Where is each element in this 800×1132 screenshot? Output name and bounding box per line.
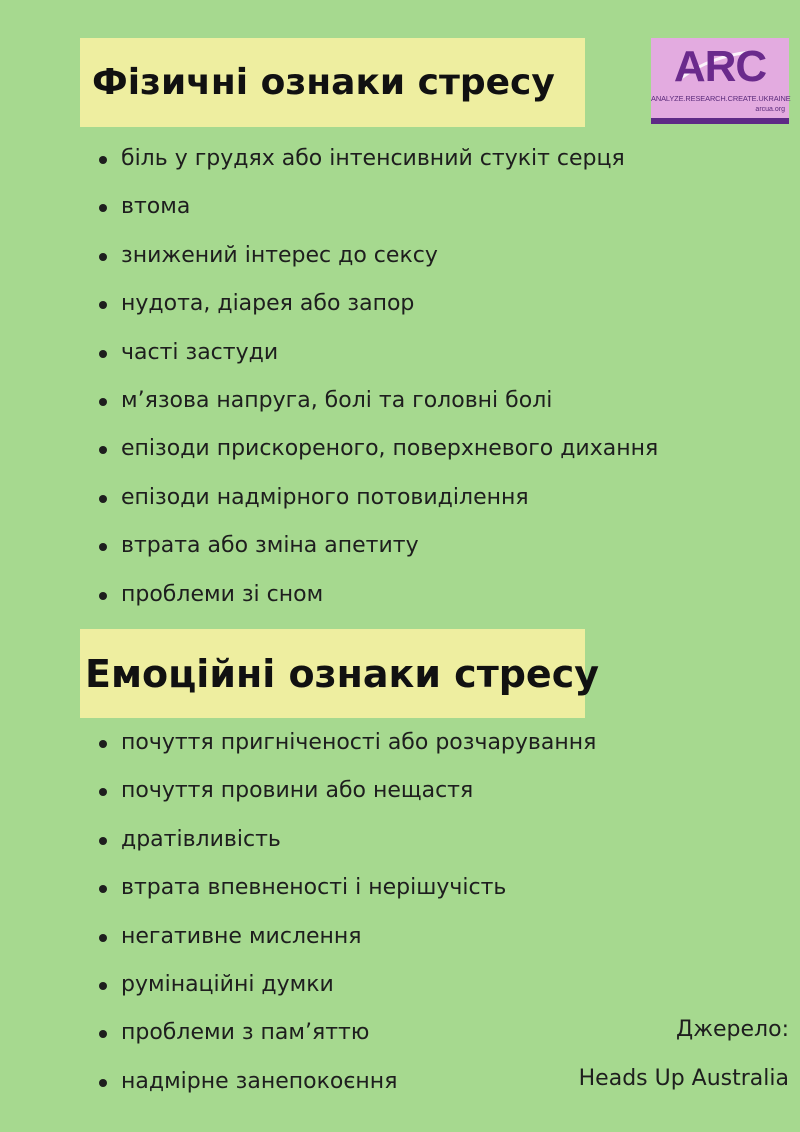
emotional-signs-list [96, 729, 596, 1116]
list-item: втома [96, 193, 658, 241]
list-item: румінаційні думки [96, 971, 596, 1019]
physical-signs-title: Фізичні ознаки стресу [92, 62, 555, 103]
logo-text: ARC [673, 42, 767, 91]
logo-bar [651, 118, 789, 124]
list-item: біль у грудях або інтенсивний стукіт серця [96, 145, 658, 193]
list-item: дратівливість [96, 826, 596, 874]
source-name: Heads Up Australia [578, 1066, 789, 1091]
emotional-signs-title: Емоційні ознаки стресу [85, 651, 600, 696]
list-item: втрата або зміна апетиту [96, 532, 658, 580]
physical-signs-list [96, 145, 658, 629]
arc-logo [651, 38, 789, 118]
logo-tagline: ANALYZE.RESEARCH.CREATE.UKRAINE [651, 94, 791, 103]
list-item: проблеми з пам’яттю [96, 1019, 596, 1067]
list-item: епізоди прискореного, поверхневого дихання [96, 435, 658, 483]
physical-signs-heading-box [80, 38, 585, 127]
logo-url: arcua.org [755, 106, 785, 113]
list-item: знижений інтерес до сексу [96, 242, 658, 290]
source-label: Джерело: [676, 1017, 789, 1042]
list-item: негативне мислення [96, 923, 596, 971]
list-item: надмірне занепокоєння [96, 1068, 596, 1116]
list-item: епізоди надмірного потовиділення [96, 484, 658, 532]
list-item: почуття пригніченості або розчарування [96, 729, 596, 777]
emotional-signs-heading-box [80, 629, 600, 718]
list-item: втрата впевненості і нерішучість [96, 874, 596, 922]
list-item: почуття провини або нещастя [96, 777, 596, 825]
list-item: м’язова напруга, болі та головні болі [96, 387, 658, 435]
list-item: часті застуди [96, 339, 658, 387]
list-item: нудота, діарея або запор [96, 290, 658, 338]
list-item: проблеми зі сном [96, 581, 658, 629]
